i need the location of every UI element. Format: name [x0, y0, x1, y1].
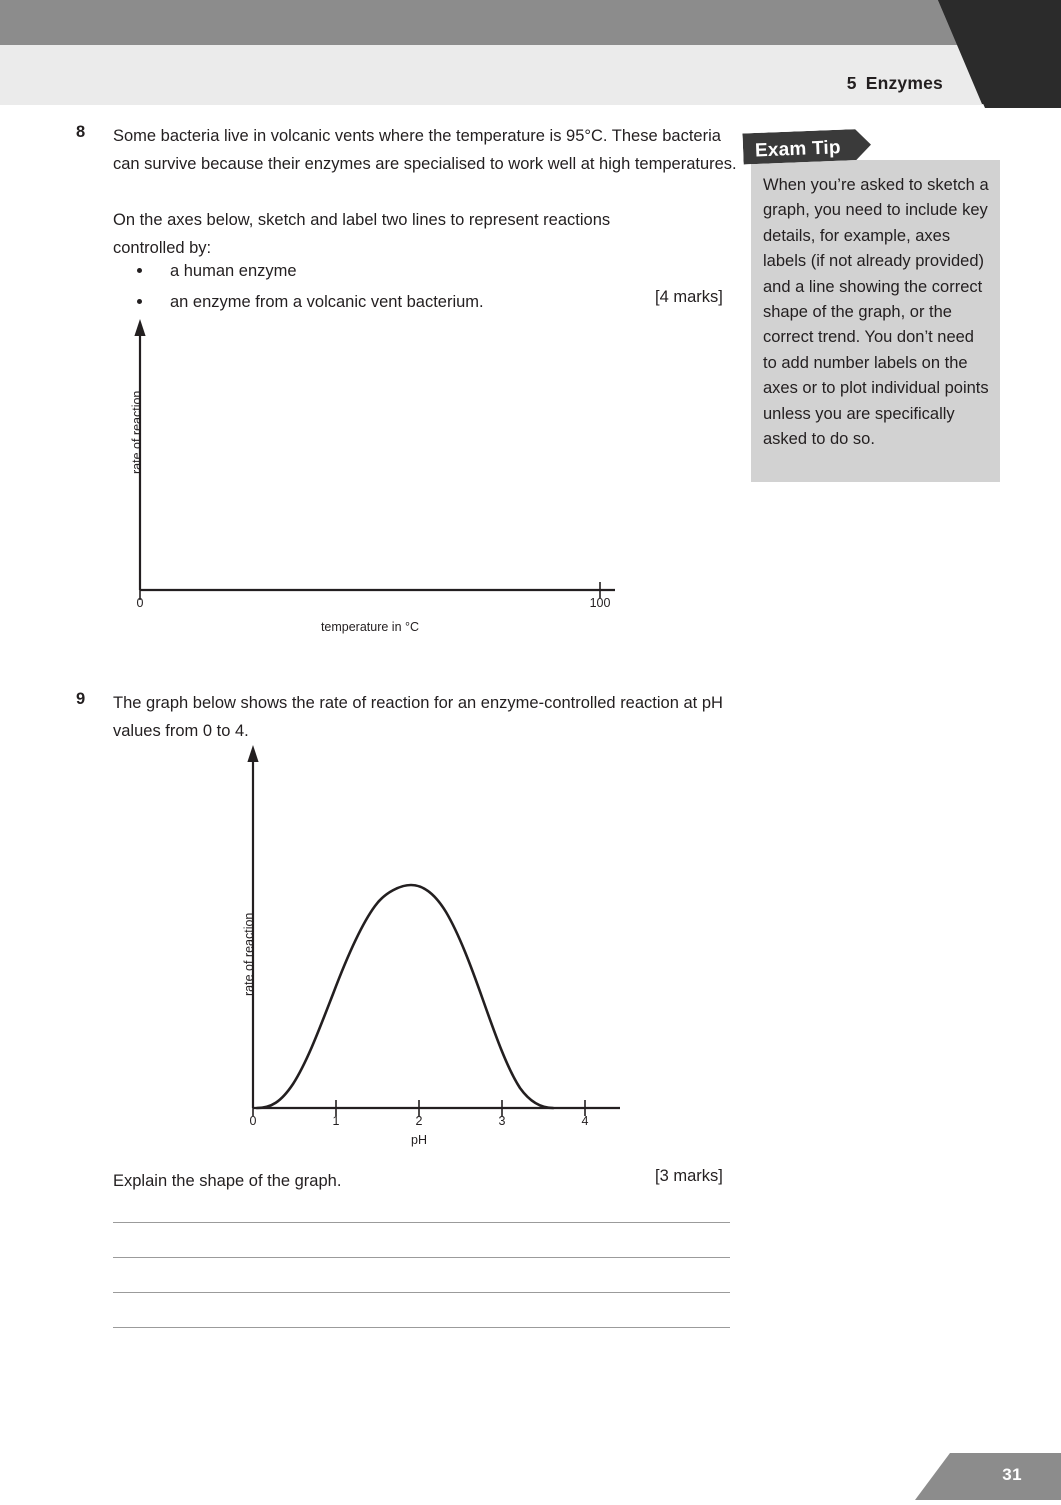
graph-temperature-xtick-0: 0 — [136, 596, 144, 610]
graph-temperature-ylabel: rate of reaction — [130, 390, 144, 474]
question-9-paragraph-1: The graph below shows the rate of reaction for an enzyme-controlled reaction at pH values from 0 to 4. — [113, 694, 723, 740]
chapter-number: 5 — [846, 73, 857, 93]
graph-temperature-xtick-100: 100 — [589, 596, 611, 610]
graph-ph-xtick-0: 0 — [249, 1114, 257, 1128]
answer-line[interactable] — [113, 1327, 730, 1328]
graph-ph-xtick-2: 2 — [415, 1114, 423, 1128]
exam-tip-tab-label: Exam Tip — [754, 137, 842, 162]
question-8-paragraph-2: On the axes below, sketch and label two lines to represent reactions controlled by: — [113, 211, 611, 257]
exam-tip-box — [751, 160, 1000, 482]
exam-tip-body: When you’re asked to sketch a graph, you need to include key details, for example, axes labels (if not already provided) and a line showing the correct shape of the graph, or the correct trend. You don’t need to add number labels on the axes or to plot individual points unless you are specifically asked to do so. — [763, 176, 989, 449]
graph-temperature-xlabel: temperature in °C — [320, 620, 420, 634]
graph-ph-xtick-4: 4 — [581, 1114, 589, 1128]
question-8-bullet-2: an enzyme from a volcanic vent bacterium. — [170, 293, 484, 311]
graph-ph-ylabel: rate of reaction — [242, 912, 256, 996]
question-8-number: 8 — [76, 123, 86, 141]
page-header — [0, 0, 1061, 108]
graph-temperature-svg — [100, 312, 660, 642]
question-8-marks: [4 marks] — [655, 288, 723, 306]
bullet-dot-icon — [137, 299, 142, 304]
question-8-bullet-1: a human enzyme — [170, 262, 297, 280]
page-footer — [0, 1440, 1061, 1500]
question-8-paragraph-1: Some bacteria live in volcanic vents where the temperature is 95°C. These bacteria can survive because their enzymes are specialised to work well at high temperatures. — [113, 127, 737, 173]
graph-ph-xtick-1: 1 — [332, 1114, 340, 1128]
bullet-dot-icon — [137, 268, 142, 273]
chapter-title: Enzymes — [865, 73, 943, 93]
question-9-number: 9 — [76, 690, 86, 708]
question-9-marks: [3 marks] — [655, 1167, 723, 1185]
answer-line[interactable] — [113, 1292, 730, 1293]
page-number: 31 — [1002, 1465, 1022, 1484]
footer-shape-icon — [0, 1440, 1061, 1500]
chapter-heading — [847, 73, 943, 94]
graph-ph-xtick-3: 3 — [498, 1114, 506, 1128]
graph-temperature-blank — [100, 312, 660, 642]
answer-line[interactable] — [113, 1257, 730, 1258]
answer-line[interactable] — [113, 1222, 730, 1223]
graph-ph-bell — [215, 742, 640, 1152]
graph-ph-svg — [215, 742, 640, 1152]
question-9-prompt: Explain the shape of the graph. — [113, 1172, 342, 1190]
graph-ph-xlabel: pH — [411, 1133, 427, 1147]
